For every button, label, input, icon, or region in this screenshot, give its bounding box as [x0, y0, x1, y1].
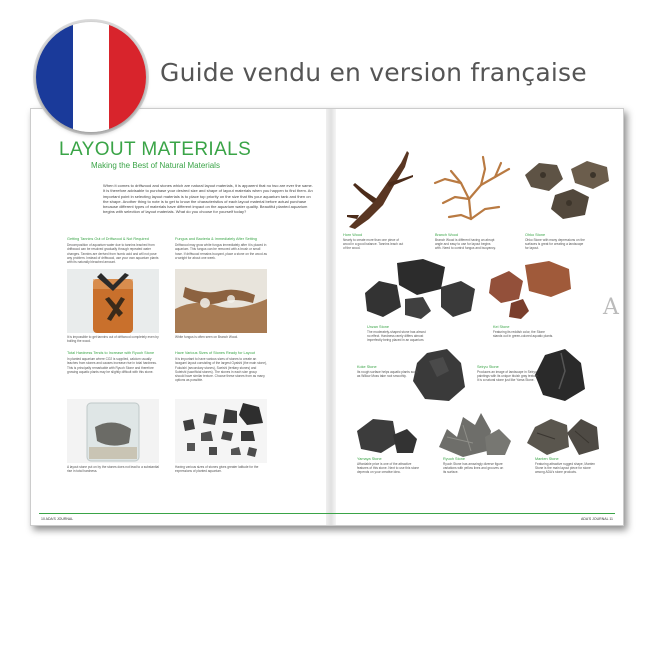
- page-gutter: [326, 109, 336, 525]
- section-body: In planted aquarium where CO2 is supplied, calcium usually leaches from stones and causes increase rise in total hardness. This is principally remarkable with Ryuoh Stone and therefore growing aquatic plants may be slightly difficult with this stone.: [67, 357, 157, 374]
- material-desc: Ryuoh Stone has amazingly diverse figure variations with yellow lines and grooves on its surface.: [443, 462, 504, 475]
- section-heading: Total Hardness Tends to Increase with Ryuoh Stone: [67, 351, 155, 355]
- photo-caption: It is impossible to get tannins out of driftwood completely even by boiling the wood.: [67, 335, 159, 344]
- material-name: Unzan Stone: [367, 325, 389, 329]
- glass-jar-stone-photo: [67, 399, 159, 463]
- material-name: Ohko Stone: [525, 233, 546, 237]
- manten-stone-photo: [523, 409, 603, 459]
- material-name: Manten Stone: [535, 457, 559, 461]
- material-name: Horn Wood: [343, 233, 363, 237]
- assorted-stones-photo: [175, 399, 267, 463]
- page-subtitle: Making the Best of Natural Materials: [91, 161, 220, 170]
- material-desc: Branch Wood is different having an abrupt angle and easy to use for layout begins with. Need to control fungus and buoyancy.: [435, 238, 496, 251]
- section-heading: Getting Tannins Out of Driftwood & Not Required: [67, 237, 149, 241]
- material-name: Branch Wood: [435, 233, 458, 237]
- jar-photo: [67, 269, 159, 333]
- section-body: Decomposition of aquarium water due to tannins leached from driftwood can be resolved gradually through repeated water changes. Tannins are derived from humic acid and will not pose any problem. Instead of driftwood, use your own aquarium plants with its naturally bleached amount.: [67, 243, 159, 265]
- section-body: It is important to have various sizes of stones to create an Iwagumi layout consisting of the largest Oyaishi (the main stone), Fukuishi (secondary stones), Soeishi (tertiary stones) and Suteishi (sacrificial stones). The stones in each size group should have similar texture. Choose these stones from as many options as possible.: [175, 357, 267, 383]
- unzan-stone-photo: [361, 259, 479, 323]
- section-heading: Fungus and Bacteria & Immediately After Setting: [175, 237, 257, 241]
- section-heading: Have Various Sizes of Stones Ready for Layout: [175, 351, 255, 355]
- kei-stone-photo: [487, 259, 597, 323]
- material-desc: Ohko Stone with many depressions on the surfaces is great for creating a landscape for layout.: [525, 238, 585, 251]
- footer-left: 10 ADA'S JOURNAL: [41, 517, 74, 521]
- seiryu-stone-photo: [531, 345, 591, 405]
- magazine-spread: [30, 108, 624, 526]
- photo-caption: A layout stone put on by the stones does not lead to a substantial rise in total hardness.: [67, 465, 159, 474]
- intro-text: When it comes to driftwood and stones which are natural layout materials, it is apparent that no two are ever the same. It is therefore advisable to purchase your desired size and shape of layout materials when you happen to find them. An important point in selecting layout materials is to place top priority on the size that fits your aquarium tank and then on the shape. Another thing to note is to get to know the characteristics of each layout material before actual purchase because different types of materials have different impact on the aquarium water quality. Beautiful planted aquarium begins with selection of layout materials. What do you choose for yourself today?: [103, 183, 313, 215]
- material-desc: The moderately-shaped stone has almost no effect. Hardness rarely differs almost imperfectly being placed in an aquarium.: [367, 330, 426, 343]
- footer-divider: [39, 513, 615, 514]
- side-page-mark: A: [603, 295, 619, 320]
- material-name: Seiryu Stone: [477, 365, 499, 369]
- material-name: Kei Stone: [493, 325, 510, 329]
- photo-caption: White fungus is often seen on Branch Wood.: [175, 335, 239, 339]
- material-desc: Featuring its reddish color, the Stone stands out in green-colored aquatic plants.: [493, 330, 554, 339]
- banner-text: Guide vendu en version française: [160, 58, 587, 87]
- ohko-stone-photo: [523, 157, 615, 229]
- driftwood-fungus-photo: [175, 269, 267, 333]
- material-desc: Its rough surface helps aquatic plants such as Willow Moss take root smoothly.: [357, 370, 418, 379]
- branch-wood-photo: [431, 149, 517, 229]
- material-name: Yamaya Stone: [357, 457, 382, 461]
- page-title: LAYOUT MATERIALS: [59, 139, 252, 160]
- france-flag-icon: [36, 22, 146, 132]
- material-name: Ryuoh Stone: [443, 457, 465, 461]
- photo-caption: Having various sizes of stones gives greater latitude for the expressions of planted aquarium.: [175, 465, 259, 474]
- material-desc: Produces an image of landscape in Seiryu paintings with its unique bluish gray texture. It is a natural stone just like Yama Stone.: [477, 370, 539, 383]
- footer-right: ADA'S JOURNAL 11: [581, 517, 613, 521]
- section-body: Driftwood may grow white fungus immediately after it is placed in aquarium. This fungus can be removed with a brush or small hose. If driftwood remains buoyant, place a stone on the wood as a weight for about one week.: [175, 243, 267, 260]
- ryuoh-stone-photo: [433, 407, 513, 459]
- horn-wood-photo: [343, 149, 423, 231]
- material-name: Koke Stone: [357, 365, 377, 369]
- material-desc: Nearly to create more than one piece of wood in a good balance. Tannins leach out of the wood.: [343, 238, 404, 251]
- material-desc: Featuring attractive rugged shape, Manten Stone is the main layout piece for stone among ADA's stone products.: [535, 462, 596, 475]
- material-desc: Affordable price is one of the attractive features of this stone. Next to use this stone depends on your creative idea.: [357, 462, 420, 475]
- yamaya-stone-photo: [353, 411, 419, 457]
